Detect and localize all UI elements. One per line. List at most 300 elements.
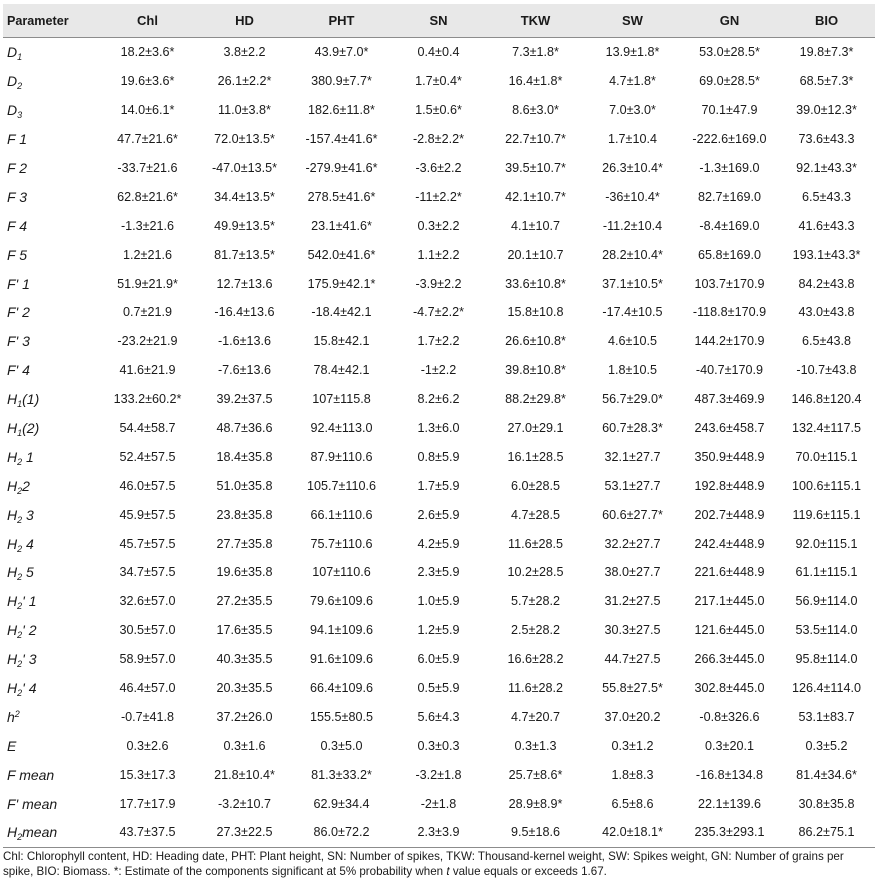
parameter-suffix: 3	[22, 506, 34, 523]
header-pht: PHT	[293, 4, 390, 38]
parameter-subscript: 2	[17, 630, 23, 641]
parameter-cell	[3, 529, 99, 558]
value-cell: 278.5±41.6*	[307, 189, 376, 204]
table-row	[3, 702, 875, 731]
parameter-symbol: H	[7, 535, 18, 552]
value-cell: 107±115.8	[312, 392, 371, 407]
parameter-suffix: mean	[22, 824, 58, 841]
value-cell: 23.8±35.8	[216, 507, 273, 522]
value-cell: 39.8±10.8*	[505, 363, 566, 378]
value-cell: 132.4±117.5	[791, 421, 861, 436]
value-cell: 221.6±448.9	[694, 565, 765, 580]
value-cell: 14.0±6.1*	[120, 103, 175, 118]
table-row	[3, 818, 875, 847]
value-cell: 192.8±448.9	[694, 478, 765, 493]
value-cell: 0.3±1.2	[611, 738, 654, 753]
value-cell: 0.4±0.4	[417, 45, 460, 60]
header-sn: SN	[390, 4, 487, 38]
value-cell: 91.6±109.6	[310, 652, 373, 667]
value-cell: 49.9±13.5*	[214, 218, 275, 233]
table-row	[3, 125, 875, 154]
value-cell: 42.0±18.1*	[584, 818, 681, 847]
value-cell: 34.7±57.5	[119, 565, 176, 580]
value-cell: 41.6±43.3	[798, 218, 855, 233]
parameter-cell	[3, 154, 99, 183]
parameter-symbol: F' 1	[7, 275, 30, 292]
value-cell: 53.1±83.7	[798, 709, 855, 724]
value-cell: 1.2±5.9	[417, 623, 460, 638]
value-cell: 4.6±10.5	[608, 334, 657, 349]
value-cell: 4.7±20.7	[511, 709, 560, 724]
table-row	[3, 587, 875, 616]
parameter-cell	[3, 500, 99, 529]
parameter-suffix: 5	[22, 564, 34, 581]
table-row	[3, 96, 875, 125]
value-cell: 45.7±57.5	[119, 536, 176, 551]
value-cell: 18.4±35.8	[216, 449, 273, 464]
value-cell: 43.0±43.8	[798, 305, 855, 320]
value-cell: 39.0±12.3*	[796, 103, 857, 118]
value-cell: -47.0±13.5*	[211, 161, 278, 175]
table-row	[3, 211, 875, 240]
value-cell: 68.5±7.3*	[799, 74, 854, 89]
value-cell: -23.2±21.9	[117, 334, 178, 349]
value-cell: 75.7±110.6	[310, 536, 373, 551]
header-bio: BIO	[778, 4, 875, 38]
value-cell: 0.3±1.3	[514, 738, 557, 753]
parameter-suffix: 1	[22, 448, 34, 465]
header-parameter: Parameter	[3, 4, 99, 38]
parameter-cell	[3, 125, 99, 154]
value-cell: 61.1±115.1	[795, 565, 858, 580]
table-row	[3, 38, 875, 67]
parameter-cell	[3, 38, 99, 67]
value-cell: 146.8±120.4	[791, 392, 862, 407]
value-cell: -10.7±43.8	[796, 363, 857, 378]
parameter-subscript: 2	[17, 485, 23, 496]
parameter-subscript: 2	[17, 659, 23, 670]
value-cell: 1.0±5.9	[417, 594, 460, 609]
value-cell: 12.7±13.6	[216, 276, 273, 291]
value-cell: -1.3±21.6	[120, 218, 175, 233]
value-cell: -8.4±169.0	[699, 218, 760, 233]
value-cell: 20.1±10.7	[507, 247, 564, 262]
value-cell: 92.0±115.1	[795, 536, 858, 551]
value-cell: 6.5±8.6	[611, 796, 654, 811]
value-cell: 0.3±20.1	[705, 738, 754, 753]
value-cell: 144.2±170.9	[694, 334, 765, 349]
value-cell: 19.8±7.3*	[799, 45, 854, 60]
parameter-subscript: 2	[17, 572, 23, 583]
parameter-cell	[3, 558, 99, 587]
value-cell: 202.7±448.9	[694, 507, 765, 522]
value-cell: 121.6±445.0	[694, 623, 765, 638]
value-cell: 19.6±3.6*	[120, 74, 175, 89]
value-cell: 22.7±10.7*	[505, 132, 566, 147]
value-cell: 487.3±469.9	[694, 392, 765, 407]
table-row	[3, 269, 875, 298]
value-cell: 133.2±60.2*	[113, 392, 182, 407]
table-row	[3, 500, 875, 529]
value-cell: 32.1±27.7	[604, 449, 661, 464]
value-cell: 43.7±37.5	[99, 818, 196, 847]
value-cell: 26.3±10.4*	[602, 161, 663, 175]
parameter-cell	[3, 269, 99, 298]
value-cell: 82.7±169.0	[698, 189, 761, 204]
parameter-symbol: F 2	[7, 160, 27, 176]
value-cell: 15.8±10.8	[507, 305, 564, 320]
parameter-subscript: 2	[17, 832, 23, 843]
parameter-superscript: 2	[14, 708, 20, 719]
value-cell: 0.3±1.6	[223, 738, 266, 753]
value-cell: 5.6±4.3	[417, 709, 460, 724]
parameter-symbol: H	[7, 651, 18, 668]
value-cell: 31.2±27.5	[604, 594, 661, 609]
parameter-symbol: D	[7, 73, 18, 90]
footnote	[3, 849, 875, 879]
value-cell: -11±2.2*	[415, 189, 462, 204]
parameter-symbol: H	[7, 622, 18, 639]
parameter-cell	[3, 182, 99, 211]
value-cell: 46.0±57.5	[119, 478, 176, 493]
value-cell: 28.9±8.9*	[508, 796, 563, 811]
value-cell: 62.9±34.4	[313, 796, 370, 811]
value-cell: 73.6±43.3	[798, 132, 855, 147]
value-cell: 2.6±5.9	[417, 507, 460, 522]
value-cell: 30.3±27.5	[604, 623, 661, 638]
value-cell: 4.7±1.8*	[609, 74, 656, 89]
value-cell: 6.0±28.5	[511, 478, 560, 493]
parameter-cell	[3, 385, 99, 414]
value-cell: -1.3±169.0	[699, 161, 760, 175]
value-cell: 22.1±139.6	[698, 796, 761, 811]
value-cell: 53.1±27.7	[604, 478, 661, 493]
value-cell: 86.2±75.1	[778, 818, 875, 847]
parameter-symbol: D	[7, 102, 18, 119]
header-row	[3, 4, 875, 38]
value-cell: 87.9±110.6	[310, 449, 373, 464]
parameter-subscript: 2	[17, 688, 23, 699]
parameter-cell	[3, 96, 99, 125]
parameter-symbol: F 5	[7, 246, 27, 263]
table-row	[3, 442, 875, 471]
value-cell: 30.5±57.0	[119, 623, 176, 638]
value-cell: 1.8±8.3	[611, 767, 654, 782]
value-cell: 1.7±5.9	[417, 478, 460, 493]
value-cell: 56.9±114.0	[795, 594, 858, 609]
parameter-subscript: 3	[17, 110, 23, 121]
value-cell: 16.4±1.8*	[508, 74, 563, 89]
table-row	[3, 385, 875, 414]
value-cell: 60.6±27.7*	[602, 507, 663, 522]
parameter-symbol: H	[7, 448, 18, 465]
parameter-subscript: 2	[17, 456, 23, 467]
value-cell: 60.7±28.3*	[602, 421, 663, 436]
table-row	[3, 731, 875, 760]
table-row	[3, 356, 875, 385]
value-cell: 19.6±35.8	[216, 565, 273, 580]
parameter-cell	[3, 471, 99, 500]
value-cell: -1.6±13.6	[217, 334, 272, 349]
value-cell: 3.8±2.2	[223, 45, 266, 60]
value-cell: 11.6±28.5	[508, 536, 563, 551]
value-cell: 6.5±43.8	[802, 334, 851, 349]
value-cell: 70.1±47.9	[701, 103, 758, 118]
parameter-suffix: ' 4	[22, 680, 37, 697]
parameter-cell	[3, 442, 99, 471]
parameter-cell	[3, 356, 99, 385]
table-row	[3, 471, 875, 500]
value-cell: 1.2±21.6	[123, 247, 172, 262]
value-cell: 2.3±3.9	[390, 818, 487, 847]
value-cell: 58.9±57.0	[119, 652, 176, 667]
value-cell: 66.1±110.6	[310, 507, 373, 522]
value-cell: 18.2±3.6*	[120, 45, 175, 60]
value-cell: -3.2±10.7	[217, 796, 272, 811]
parameter-suffix: 2	[22, 477, 30, 494]
value-cell: 242.4±448.9	[694, 536, 765, 551]
parameter-symbol: H	[7, 564, 18, 581]
table-body	[3, 38, 875, 848]
parameter-cell	[3, 674, 99, 703]
value-cell: 26.6±10.8*	[505, 334, 566, 349]
value-cell: -3.6±2.2	[415, 161, 462, 175]
value-cell: 542.0±41.6*	[307, 247, 376, 262]
value-cell: 175.9±42.1*	[307, 276, 376, 291]
value-cell: 0.5±5.9	[417, 681, 460, 696]
value-cell: 15.3±17.3	[119, 767, 176, 782]
value-cell: 38.0±27.7	[604, 565, 661, 580]
parameter-cell	[3, 587, 99, 616]
value-cell: 10.2±28.5	[507, 565, 564, 580]
parameter-symbol: H	[7, 824, 18, 841]
value-cell: -33.7±21.6	[117, 161, 178, 175]
header-tkw: TKW	[487, 4, 584, 38]
header-chl: Chl	[99, 4, 196, 38]
value-cell: 16.6±28.2	[507, 652, 564, 667]
value-cell: -0.8±326.6	[699, 709, 760, 724]
value-cell: 94.1±109.6	[310, 623, 373, 638]
value-cell: -16.8±134.8	[695, 767, 764, 782]
value-cell: 6.0±5.9	[417, 652, 460, 667]
value-cell: 4.7±28.5	[511, 507, 560, 522]
value-cell: 17.7±17.9	[119, 796, 176, 811]
value-cell: 266.3±445.0	[694, 652, 765, 667]
value-cell: 95.8±114.0	[795, 652, 858, 667]
value-cell: 48.7±36.6	[216, 421, 273, 436]
value-cell: -3.9±2.2	[415, 276, 462, 291]
parameter-subscript: 2	[17, 543, 23, 554]
table-row	[3, 674, 875, 703]
value-cell: 27.7±35.8	[216, 536, 273, 551]
value-cell: 70.0±115.1	[795, 449, 858, 464]
value-cell: 9.5±18.6	[487, 818, 584, 847]
value-cell: 30.8±35.8	[798, 796, 855, 811]
parameter-subscript: 1	[17, 52, 23, 63]
value-cell: 92.4±113.0	[310, 421, 373, 436]
value-cell: 0.3±5.0	[320, 738, 363, 753]
value-cell: -36±10.4*	[605, 189, 660, 204]
value-cell: 78.4±42.1	[313, 363, 370, 378]
value-cell: 4.2±5.9	[417, 536, 460, 551]
parameter-cell	[3, 760, 99, 789]
value-cell: 103.7±170.9	[694, 276, 765, 291]
table-row	[3, 616, 875, 645]
value-cell: 11.0±3.8*	[218, 103, 271, 118]
table-row	[3, 182, 875, 211]
value-cell: 26.1±2.2*	[217, 74, 272, 89]
value-cell: 0.3±5.2	[805, 738, 848, 753]
value-cell: 54.4±58.7	[119, 421, 176, 436]
value-cell: 2.3±5.9	[417, 565, 460, 580]
parameter-symbol: F' 3	[7, 333, 30, 350]
value-cell: 235.3±293.1	[681, 818, 778, 847]
parameter-suffix: ' 2	[22, 622, 37, 639]
value-cell: 119.6±115.1	[792, 507, 861, 522]
value-cell: 44.7±27.5	[604, 652, 661, 667]
value-cell: 6.5±43.3	[802, 189, 851, 204]
parameter-symbol: H	[7, 420, 18, 437]
value-cell: 45.9±57.5	[119, 507, 176, 522]
value-cell: 41.6±21.9	[119, 363, 176, 378]
value-cell: 46.4±57.0	[119, 681, 176, 696]
parameter-suffix: (2)	[22, 420, 40, 437]
value-cell: 65.8±169.0	[698, 247, 761, 262]
value-cell: 81.4±34.6*	[796, 767, 857, 782]
value-cell: -18.4±42.1	[311, 305, 372, 320]
parameter-subscript: 2	[17, 81, 23, 92]
parameter-symbol: H	[7, 506, 18, 523]
parameter-cell	[3, 616, 99, 645]
value-cell: 72.0±13.5*	[214, 132, 275, 147]
value-cell: 0.3±2.6	[126, 738, 169, 753]
value-cell: 55.8±27.5*	[602, 681, 663, 696]
parameter-suffix: 4	[22, 535, 34, 552]
value-cell: 39.5±10.7*	[505, 161, 566, 175]
value-cell: 8.6±3.0*	[512, 103, 559, 118]
value-cell: 32.2±27.7	[604, 536, 661, 551]
value-cell: 40.3±35.5	[216, 652, 273, 667]
value-cell: -16.4±13.6	[214, 305, 275, 320]
value-cell: 88.2±29.8*	[505, 392, 566, 407]
components-table	[3, 4, 875, 848]
parameter-cell	[3, 67, 99, 96]
value-cell: 1.7±0.4*	[415, 74, 462, 89]
value-cell: -0.7±41.8	[120, 709, 175, 724]
parameter-symbol: F 4	[7, 217, 27, 234]
value-cell: 1.1±2.2	[417, 247, 460, 262]
value-cell: 5.7±28.2	[511, 594, 560, 609]
value-cell: 27.2±35.5	[216, 594, 273, 609]
header-sw: SW	[584, 4, 681, 38]
parameter-symbol: D	[7, 44, 18, 61]
value-cell: 51.0±35.8	[216, 478, 273, 493]
value-cell: 1.5±0.6*	[415, 103, 462, 118]
value-cell: 193.1±43.3*	[792, 247, 861, 262]
parameter-subscript: 1	[17, 399, 23, 410]
value-cell: 1.7±2.2	[417, 334, 460, 349]
value-cell: 105.7±110.6	[306, 478, 376, 493]
value-cell: 100.6±115.1	[791, 478, 861, 493]
table-row	[3, 327, 875, 356]
value-cell: 37.1±10.5*	[602, 276, 663, 291]
value-cell: -11.2±10.4	[602, 218, 663, 233]
value-cell: 56.7±29.0*	[602, 392, 663, 407]
parameter-symbol: F mean	[7, 766, 55, 783]
table-row	[3, 67, 875, 96]
parameter-subscript: 2	[17, 514, 23, 525]
table-row	[3, 298, 875, 327]
parameter-symbol: H	[7, 680, 18, 697]
table-row	[3, 529, 875, 558]
value-cell: 52.4±57.5	[119, 449, 176, 464]
value-cell: 17.6±35.5	[216, 623, 273, 638]
parameter-cell	[3, 240, 99, 269]
parameter-symbol: F 3	[7, 188, 27, 205]
value-cell: 28.2±10.4*	[602, 247, 663, 262]
parameter-symbol: F' mean	[7, 795, 58, 812]
value-cell: -3.2±1.8	[415, 767, 462, 782]
value-cell: 380.9±7.7*	[311, 74, 372, 89]
value-cell: -4.7±2.2*	[412, 305, 465, 320]
value-cell: 182.6±11.8*	[308, 103, 375, 118]
value-cell: -7.6±13.6	[217, 363, 272, 378]
value-cell: 1.7±10.4	[608, 132, 657, 147]
table-row	[3, 154, 875, 183]
value-cell: -17.4±10.5	[602, 305, 663, 320]
value-cell: -40.7±170.9	[695, 363, 764, 378]
value-cell: 69.0±28.5*	[699, 74, 760, 89]
parameter-cell	[3, 327, 99, 356]
header-hd: HD	[196, 4, 293, 38]
parameter-suffix: ' 3	[22, 651, 37, 668]
parameter-symbol: H	[7, 391, 18, 408]
value-cell: 92.1±43.3*	[796, 161, 857, 175]
value-cell: 155.5±80.5	[310, 709, 373, 724]
value-cell: 39.2±37.5	[216, 392, 273, 407]
value-cell: 34.4±13.5*	[214, 189, 275, 204]
value-cell: -118.8±170.9	[692, 305, 767, 320]
value-cell: 16.1±28.5	[507, 449, 564, 464]
value-cell: 4.1±10.7	[511, 218, 560, 233]
value-cell: 62.8±21.6*	[117, 189, 178, 204]
parameter-cell	[3, 789, 99, 818]
value-cell: -1±2.2	[420, 363, 457, 378]
value-cell: 66.4±109.6	[310, 681, 373, 696]
value-cell: 7.0±3.0*	[609, 103, 656, 118]
footnote-text-end: value equals or exceeds 1.67.	[449, 865, 607, 878]
parameter-cell	[3, 731, 99, 760]
parameter-cell	[3, 211, 99, 240]
value-cell: 21.8±10.4*	[214, 767, 275, 782]
value-cell: 37.0±20.2	[604, 709, 661, 724]
value-cell: 27.0±29.1	[507, 421, 564, 436]
value-cell: 0.7±21.9	[123, 305, 172, 320]
value-cell: -2.8±2.2*	[412, 132, 465, 147]
parameter-subscript: 1	[17, 428, 23, 439]
parameter-cell	[3, 298, 99, 327]
table-row	[3, 558, 875, 587]
value-cell: 1.3±6.0	[417, 421, 460, 436]
value-cell: 8.2±6.2	[417, 392, 460, 407]
value-cell: 126.4±114.0	[791, 681, 861, 696]
parameter-symbol: F' 2	[7, 304, 30, 321]
table-row	[3, 789, 875, 818]
value-cell: 7.3±1.8*	[512, 45, 559, 60]
footnote-text: Chl: Chlorophyll content, HD: Heading date, PHT: Plant height, SN: Number of spikes, TKW: Thousand-kernel weight, SW: Spikes weight, GN: Number of grains per spike, BIO: Biomass. *: Estimate of the components significant at 5% probability when	[3, 850, 844, 878]
parameter-cell	[3, 818, 99, 847]
parameter-symbol: F 1	[7, 131, 27, 148]
